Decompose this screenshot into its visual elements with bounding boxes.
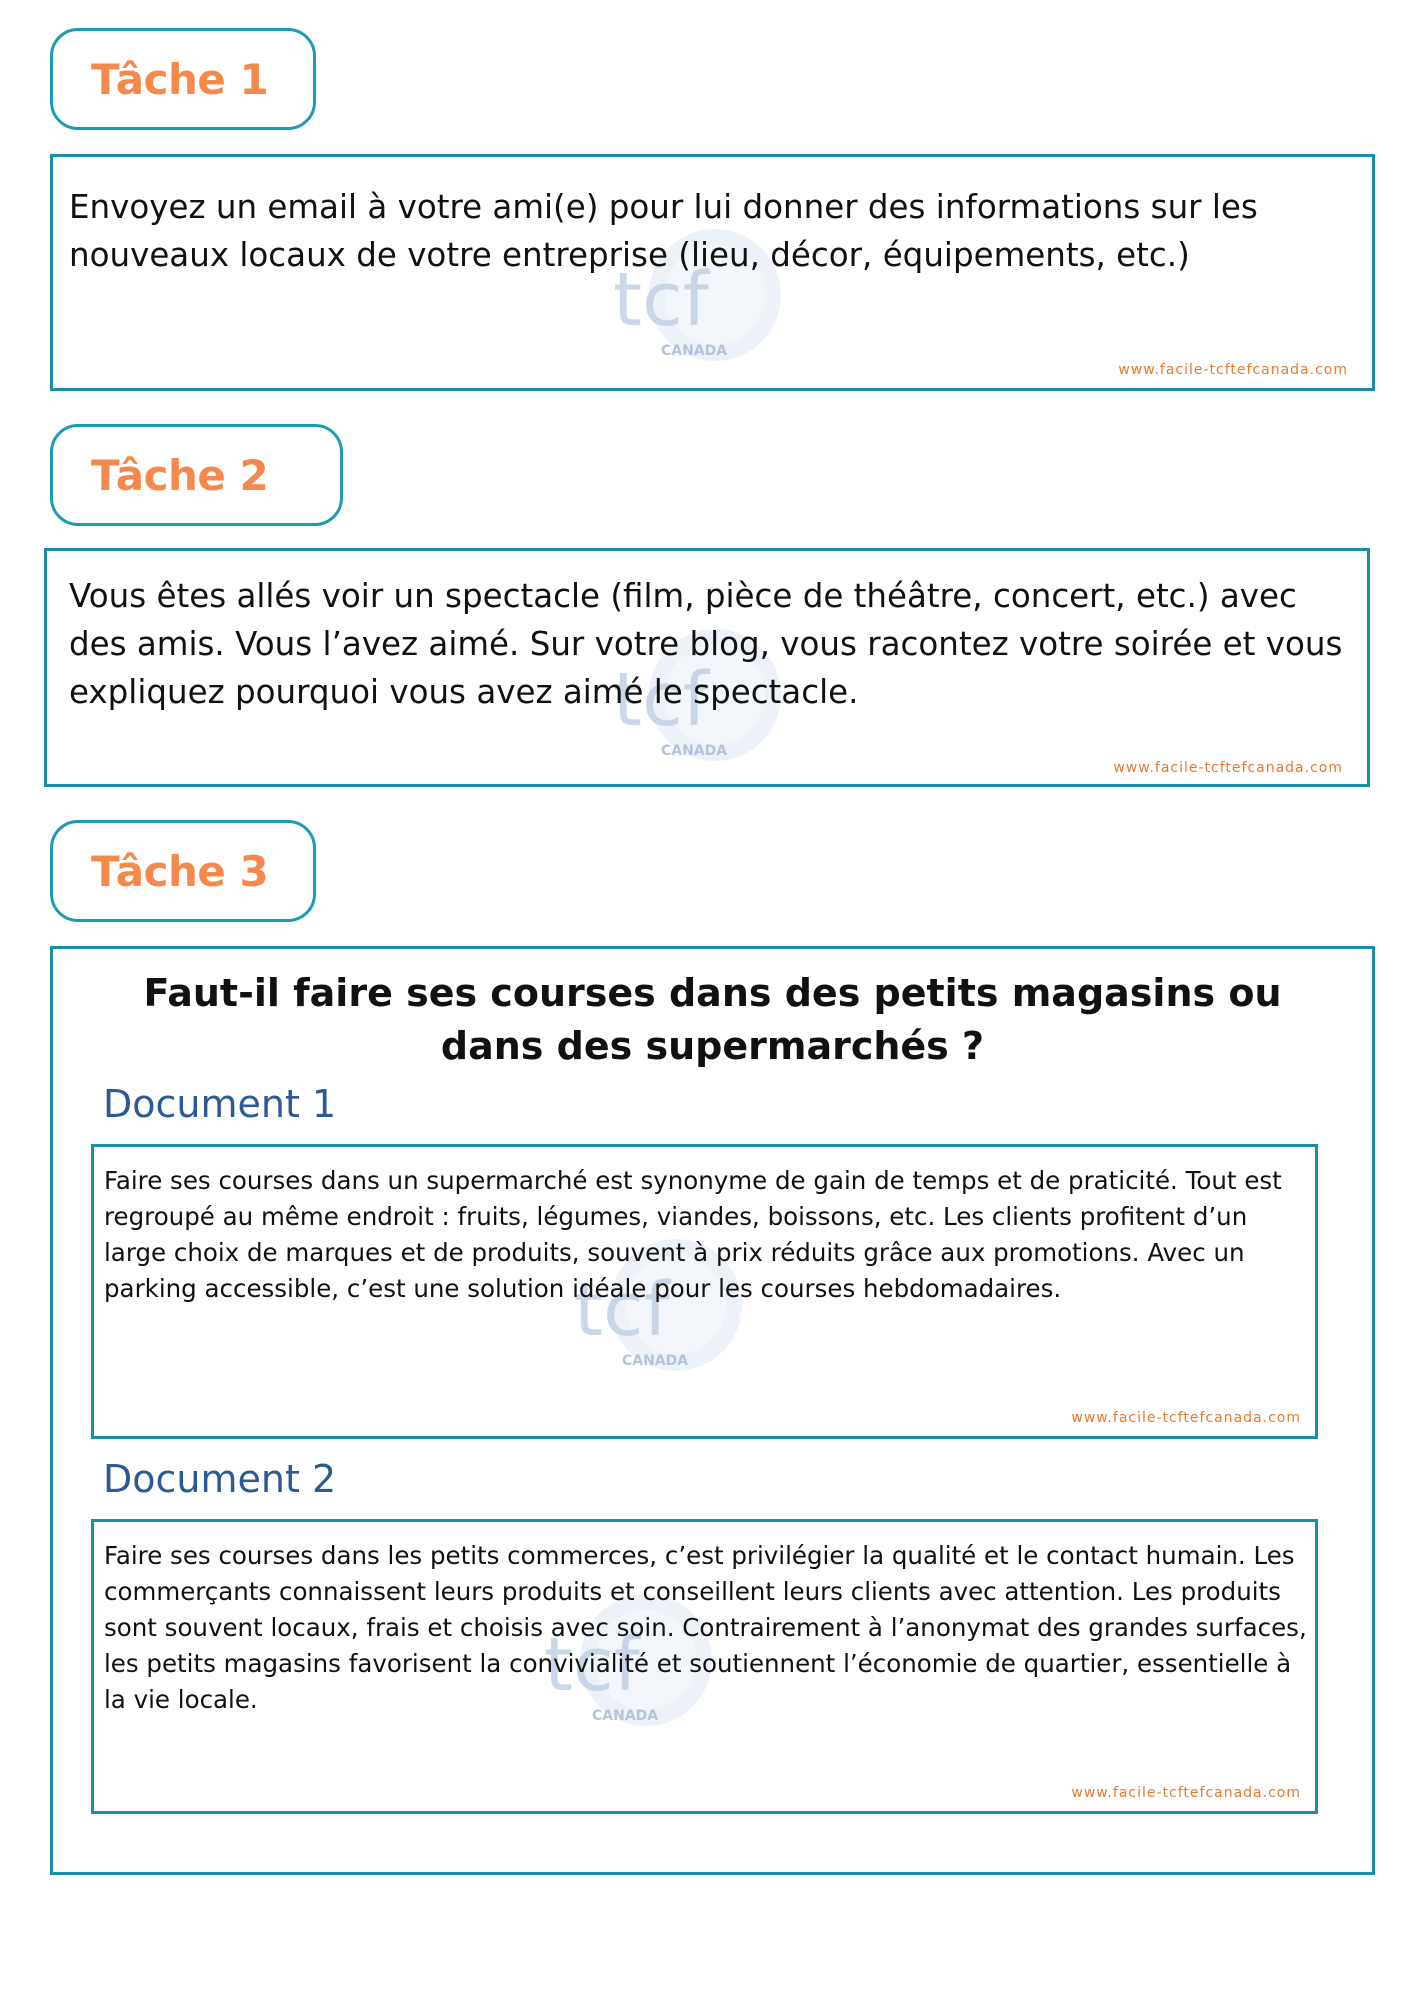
task-3-label: Tâche 3 (91, 846, 269, 896)
document-1-heading: Document 1 (103, 1082, 337, 1126)
document-2-heading: Document 2 (103, 1457, 337, 1501)
document-1-text: Faire ses courses dans un supermarché est synonyme de gain de temps et de praticité. Tout est regroupé au même endroit : fruits, légumes, viandes, boissons, etc. Les clients profitent d’un large choix de marques et de produits, souvent à prix réduits grâce aux promotions. Avec un parking accessible, c’est une solution idéale pour les courses hebdomadaires. (104, 1166, 1282, 1303)
document-2-text: Faire ses courses dans les petits commerces, c’est privilégier la qualité et le contact humain. Les commerçants connaissent leurs produits et conseillent leurs clients avec attention. Les produits sont souvent locaux, frais et choisis avec soin. Contrairement à l’anonymat des grandes surfaces, les petits magasins favorisent la convivialité et soutiennent l’économie de quartier, essentielle à la vie locale. (104, 1541, 1307, 1714)
task-1-box (50, 154, 1375, 391)
task-3-box (50, 946, 1375, 1875)
task-3-label-pill (50, 820, 316, 922)
document-1-url: www.facile-tcftefcanada.com (1071, 1410, 1301, 1426)
task-1-label: Tâche 1 (91, 54, 269, 104)
task-2-text: Vous êtes allés voir un spectacle (film, pièce de théâtre, concert, etc.) avec des amis. Vous l’avez aimé. Sur votre blog, vous racontez votre soirée et vous expliquez pourquoi vous avez aimé le spectacle. (69, 577, 1343, 711)
task-2-label-pill (50, 424, 343, 526)
document-2-box (91, 1519, 1318, 1814)
document-2-url: www.facile-tcftefcanada.com (1071, 1785, 1301, 1801)
task-1-text: Envoyez un email à votre ami(e) pour lui donner des informations sur les nouveaux locaux de votre entreprise (lieu, décor, équipements, etc.) (69, 188, 1258, 274)
task-1-url: www.facile-tcftefcanada.com (1118, 362, 1348, 378)
task-2-url: www.facile-tcftefcanada.com (1113, 760, 1343, 776)
task-1-label-pill (50, 28, 316, 130)
task-3-question: Faut-il faire ses courses dans des petits magasins ou dans des supermarchés ? (143, 971, 1282, 1068)
document-1-box (91, 1144, 1318, 1439)
task-2-label: Tâche 2 (91, 450, 269, 500)
task-2-box (44, 548, 1370, 787)
